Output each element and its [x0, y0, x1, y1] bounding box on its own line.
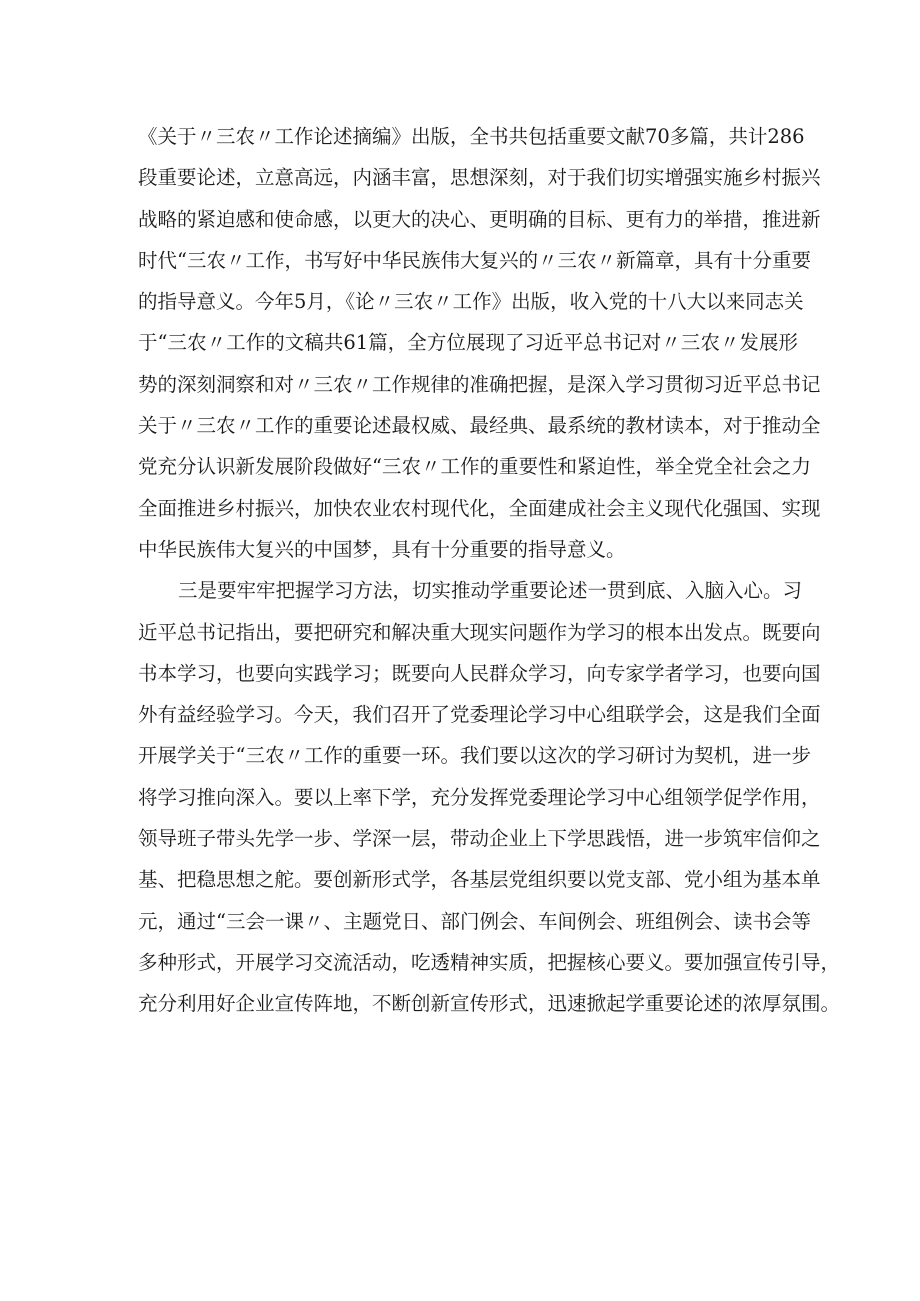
paragraph-line: 近平总书记指出，要把研究和解决重大现实问题作为学习的根本出发点。既要向: [138, 620, 821, 644]
paragraph-line: 中华民族伟大复兴的中国梦，具有十分重要的指导意义。: [138, 537, 626, 561]
paragraph-line: 领导班子带头先学一步、学深一层，带动企业上下学思践悟，进一步筑牢信仰之: [138, 827, 821, 851]
paragraph-2: [138, 576, 841, 1030]
document-body: [138, 122, 841, 1031]
paragraph-line: 基、把稳思想之舵。要创新形式学，各基层党组织要以党支部、党小组为基本单: [138, 868, 821, 892]
paragraph-line: 势的深刻洞察和对〃三农〃工作规律的准确把握，是深入学习贯彻习近平总书记: [138, 372, 821, 396]
paragraph-line: 党充分认识新发展阶段做好“三农〃工作的重要性和紧迫性，举全党全社会之力: [138, 455, 811, 479]
paragraph-line: 将学习推向深入。要以上率下学，充分发挥党委理论学习中心组领学促学作用，: [138, 785, 821, 809]
paragraph-1: [138, 122, 821, 576]
paragraph-line: 充分利用好企业宣传阵地，不断创新宣传形式，迅速掀起学重要论述的浓厚氛围。: [138, 992, 841, 1016]
paragraph-line: 多种形式，开展学习交流活动，吃透精神实质，把握核心要义。要加强宣传引导，: [138, 950, 841, 974]
paragraph-line: 元，通过“三会一课〃、主题党日、部门例会、车间例会、班组例会、读书会等: [138, 909, 811, 933]
paragraph-line: 外有益经验学习。今天，我们召开了党委理论学习中心组联学会，这是我们全面: [138, 703, 821, 727]
paragraph-line: 开展学关于“三农〃工作的重要一环。我们要以这次的学习研讨为契机，进一步: [138, 744, 811, 768]
paragraph-line: 段重要论述，立意高远，内涵丰富，思想深刻，对于我们切实增强实施乡村振兴: [138, 166, 821, 190]
paragraph-line: 的指导意义。今年5月，《论〃三农〃工作》出版，收入党的十八大以来同志关: [138, 290, 804, 314]
paragraph-line: 书本学习，也要向实践学习；既要向人民群众学习，向专家学者学习，也要向国: [138, 661, 821, 685]
paragraph-line: 战略的紧迫感和使命感，以更大的决心、更明确的目标、更有力的举措，推进新: [138, 207, 821, 231]
paragraph-line: 时代“三农〃工作，书写好中华民族伟大复兴的〃三农〃新篇章，具有十分重要: [138, 248, 811, 272]
paragraph-line: 于“三农〃工作的文稿共61篇，全方位展现了习近平总书记对〃三农〃发展形: [138, 331, 798, 355]
paragraph-line: 《关于〃三农〃工作论述摘编》出版，全书共包括重要文献70多篇，共计286: [138, 125, 805, 148]
paragraph-line: 全面推进乡村振兴，加快农业农村现代化，全面建成社会主义现代化强国、实现: [138, 496, 821, 520]
paragraph-line: 三是要牢牢把握学习方法，切实推动学重要论述一贯到底、入脑入心。习: [178, 579, 803, 603]
paragraph-line: 关于〃三农〃工作的重要论述最权威、最经典、最系统的教材读本，对于推动全: [138, 414, 821, 438]
